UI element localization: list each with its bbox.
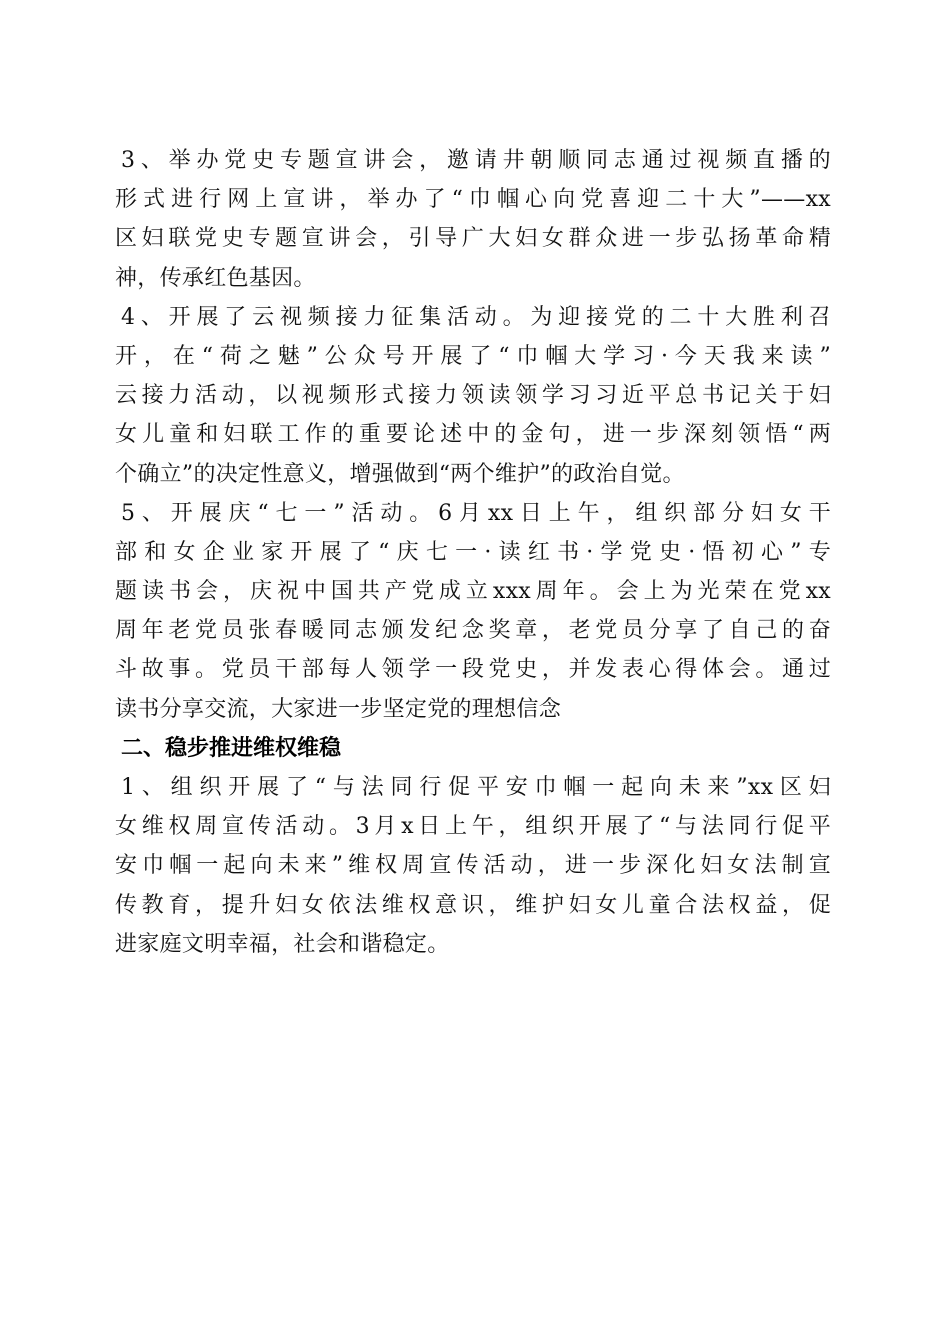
paragraph-item-4: [115, 298, 835, 494]
text-line: 云接力活动，以视频形式接力领读领学习习近平总书记关于妇: [115, 383, 831, 409]
text-line: 神，传承红色基因。: [115, 265, 316, 291]
paragraph-item-5: [115, 494, 835, 729]
text-line: 5、开展庆“七一”活动。6月xx日上午，组织部分妇女干: [121, 500, 831, 526]
paragraph-item-3: [115, 141, 835, 298]
text-line: 进家庭文明幸福，社会和谐稳定。: [115, 931, 450, 957]
section-heading: 二、稳步推进维权维稳: [121, 735, 342, 761]
text-line: 个确立”的决定性意义，增强做到“两个维护”的政治自觉。: [115, 461, 685, 487]
text-line: 4、开展了云视频接力征集活动。为迎接党的二十大胜利召: [121, 304, 831, 330]
text-line: 题读书会，庆祝中国共产党成立xxx周年。会上为光荣在党xx: [115, 579, 831, 605]
text-line: 传教育，提升妇女依法维权意识，维护妇女儿童合法权益，促: [115, 892, 831, 918]
text-line: 读书分享交流，大家进一步坚定党的理想信念: [115, 696, 562, 722]
text-line: 安巾帼一起向未来”维权周宣传活动，进一步深化妇女法制宣: [115, 853, 831, 879]
text-line: 女维权周宣传活动。3月x日上午，组织开展了“与法同行促平: [115, 814, 831, 840]
text-line: 开，在“荷之魅”公众号开展了“巾帼大学习·今天我来读”: [115, 343, 831, 369]
text-line: 周年老党员张春暖同志颁发纪念奖章，老党员分享了自己的奋: [115, 618, 831, 644]
text-line: 3、举办党史专题宣讲会，邀请井朝顺同志通过视频直播的: [121, 148, 831, 173]
text-line: 女儿童和妇联工作的重要论述中的金句，进一步深刻领悟“两: [115, 422, 831, 448]
text-line: 1、组织开展了“与法同行促平安巾帼一起向未来”xx区妇: [121, 775, 831, 800]
text-line: 斗故事。党员干部每人领学一段党史，并发表心得体会。通过: [115, 657, 831, 683]
paragraph-section2-item-1: [115, 768, 835, 964]
text-line: 部和女企业家开展了“庆七一·读红书·学党史·悟初心”专: [115, 539, 831, 565]
text-line: 区妇联党史专题宣讲会，引导广大妇女群众进一步弘扬革命精: [115, 226, 831, 252]
text-line: 形式进行网上宣讲，举办了“巾帼心向党喜迎二十大”——xx: [115, 187, 831, 213]
document-body: [115, 141, 835, 964]
